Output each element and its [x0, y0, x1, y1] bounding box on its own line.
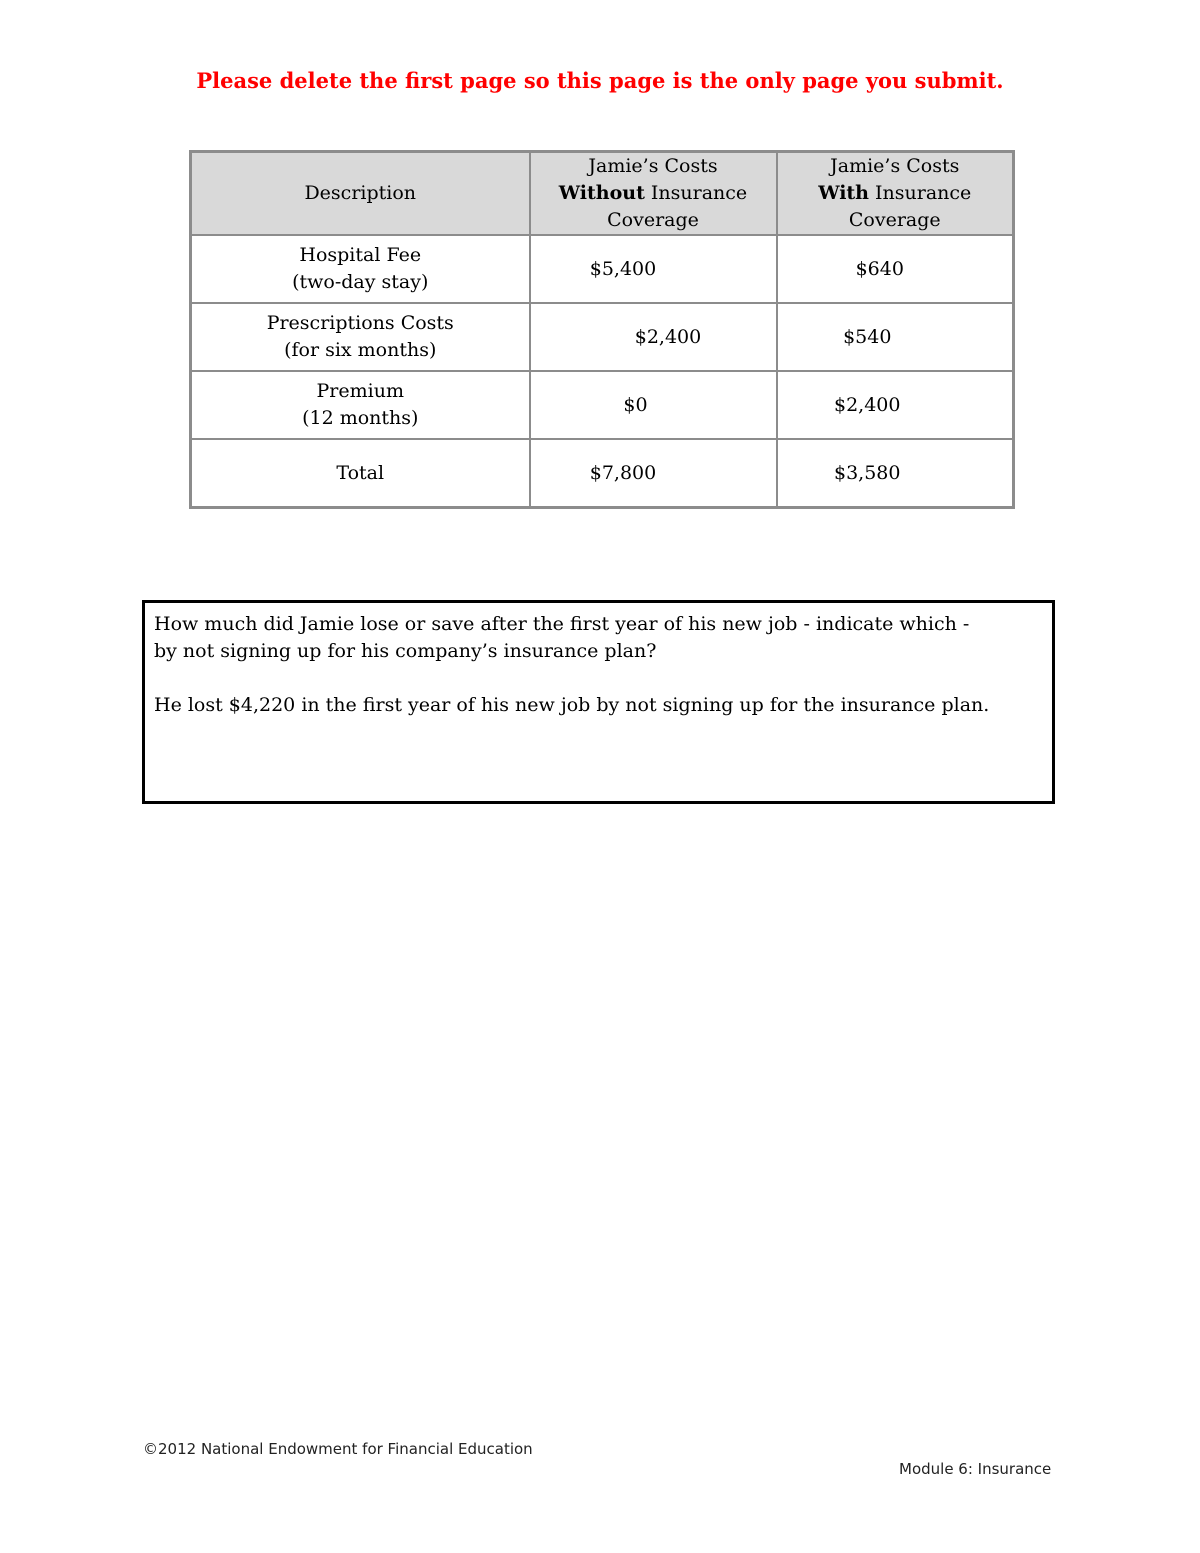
row-description-line1: Premium [316, 380, 404, 402]
row-description-line1: Prescriptions Costs [266, 312, 454, 334]
value-without: $7,800 [589, 461, 657, 484]
insurance-cost-table [189, 150, 1015, 509]
value-without: $2,400 [634, 325, 702, 348]
header-without-strong: Without [558, 182, 645, 204]
value-with: $3,580 [834, 461, 901, 484]
table-row [191, 371, 1014, 439]
value-without: $0 [623, 393, 648, 416]
row-description [191, 439, 530, 508]
header-with-insurance [777, 152, 1014, 236]
cost-with-insurance [777, 303, 1014, 371]
value-without: $5,400 [589, 257, 657, 280]
header-description: Description [191, 152, 530, 236]
cost-with-insurance [777, 439, 1014, 508]
question-text [154, 611, 1043, 665]
header-without-line1: Jamie’s Costs [588, 155, 718, 177]
header-with-rest: Insurance [869, 182, 972, 204]
table-row [191, 439, 1014, 508]
cost-without-insurance [530, 371, 777, 439]
header-with-line3: Coverage [848, 209, 941, 231]
cost-without-insurance [530, 235, 777, 303]
module-footer: Module 6: Insurance [899, 1460, 1052, 1478]
header-with-strong: With [818, 182, 869, 204]
row-description-line2: (for six months) [284, 339, 437, 361]
row-description [191, 303, 530, 371]
header-without-line3: Coverage [607, 209, 699, 231]
answer-text: He lost $4,220 in the first year of his new job by not signing up for the insurance plan. [154, 694, 990, 716]
row-description-line1: Total [336, 461, 385, 484]
row-description-line1: Hospital Fee [299, 244, 422, 266]
copyright-footer: ©2012 National Endowment for Financial Education [143, 1440, 533, 1458]
cost-with-insurance [777, 235, 1014, 303]
row-description [191, 235, 530, 303]
header-without-insurance [530, 152, 777, 236]
value-with: $540 [843, 325, 892, 348]
cost-without-insurance [530, 303, 777, 371]
table-row [191, 303, 1014, 371]
question-line1: How much did Jamie lose or save after the first year of his new job - indicate which - [154, 613, 970, 635]
submission-instruction: Please delete the first page so this page is the only page you submit. [196, 68, 1004, 93]
table-header-row [191, 152, 1014, 236]
table-row [191, 235, 1014, 303]
cost-with-insurance [777, 371, 1014, 439]
row-description [191, 371, 530, 439]
row-description-line2: (two-day stay) [292, 271, 429, 293]
header-without-rest: Insurance [644, 182, 748, 204]
question-answer-box [142, 600, 1055, 804]
header-with-line1: Jamie’s Costs [830, 155, 960, 177]
value-with: $2,400 [834, 393, 901, 416]
value-with: $640 [855, 257, 904, 280]
row-description-line2: (12 months) [302, 407, 419, 429]
cost-without-insurance [530, 439, 777, 508]
question-line2: by not signing up for his company’s insurance plan? [154, 640, 657, 662]
